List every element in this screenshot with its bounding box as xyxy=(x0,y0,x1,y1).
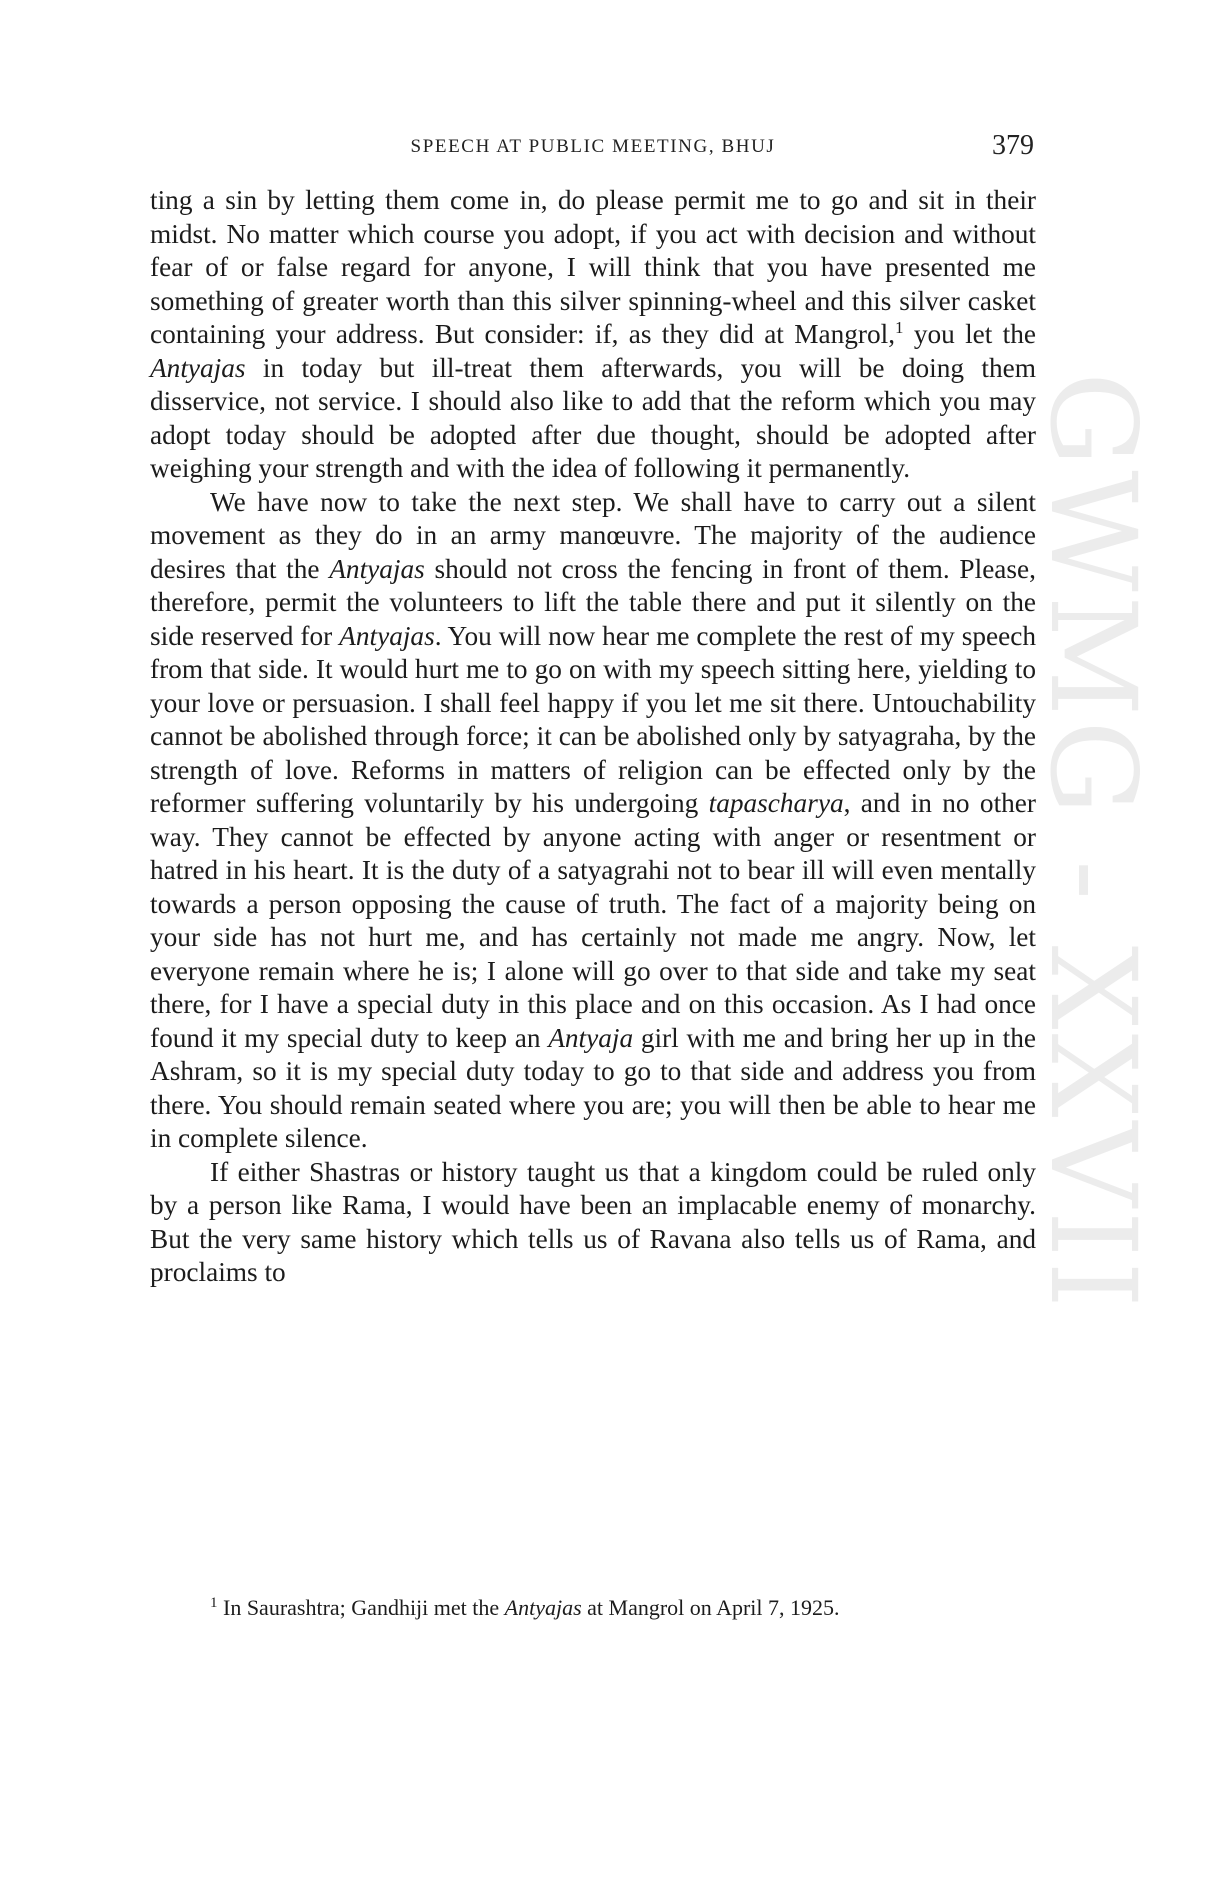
italic-term: Antyajas xyxy=(339,620,435,651)
italic-term: Antyajas xyxy=(329,553,425,584)
body-text xyxy=(150,184,1036,1290)
paragraph xyxy=(150,486,1036,1156)
text-run: . You will now hear me complete the rest of my speech from that side. It would hurt me to go on with my speech sitting here, yielding to your love or persuasion. I shall feel happy if you let me sit there. Untouchability cannot be abolished through force; it can be abolished only by satyagraha, by the strength of love. Reforms in matters of religion can be effected only by the reformer suffering voluntarily by his undergoing xyxy=(150,620,1036,818)
footnote-marker: 1 xyxy=(895,318,904,337)
text-run: In Saurashtra; Gandhiji met the xyxy=(217,1595,505,1620)
italic-term: Antyajas xyxy=(504,1595,582,1620)
text-run: girl with me and bring her up in the Ashram, so it is my special duty today to go to that side and address you from there. You should remain seated where you are; you will then be able to hear me in complete silence. xyxy=(150,1022,1037,1153)
footnote xyxy=(150,1594,1036,1622)
italic-term: Antyajas xyxy=(150,352,246,383)
text-run: If either Shastras or history taught us that a kingdom could be ruled only by a person like Rama, I would have been an implacable enemy of monarchy. But the very same history which tells us of Ravana also tells us of Rama, and proclaims to xyxy=(150,1156,1036,1287)
paragraph xyxy=(150,1156,1036,1290)
text-run: should not cross the fencing in front of them. Please, therefore, permit the volunteers to lift the table there and put it silently on the side reserved for xyxy=(150,553,1036,651)
running-head: SPEECH AT PUBLIC MEETING, BHUJ xyxy=(410,136,776,157)
watermark xyxy=(1024,372,1162,1492)
page-number: 379 xyxy=(992,130,1034,161)
footnote-marker: 1 xyxy=(210,1595,218,1611)
text-run: at Mangrol on April 7, 1925. xyxy=(581,1595,840,1620)
italic-term: tapascharya xyxy=(708,788,844,818)
italic-term: Antyaja xyxy=(548,1022,634,1053)
page-header xyxy=(150,122,1036,172)
text-run: in today but ill-treat them afterwards, you will be doing them disservice, not service. I should also like to add that the reform which you may adopt today should be adopted after due thought, should be adopted after weighing your strength and with the idea of following it permanently. xyxy=(150,352,1036,483)
paragraph xyxy=(150,184,1036,486)
text-run: you let the xyxy=(903,319,1036,349)
text-run: ting a sin by letting them come in, do please permit me to go and sit in their midst. No matter which course you adopt, if you act with decision and without fear of or false regard for anyone, I will think that you have presented me something of greater worth than this silver spinning-wheel and this silver casket containing your address. But consider: if, as they did at Mangrol, xyxy=(150,185,1036,349)
watermark-text: GWMG - XXVII xyxy=(1024,372,1162,1312)
text-run: We have now to take the next step. We shall have to carry out a silent movement as they do in an army manœuvre. The majority of the audience desires that the xyxy=(150,486,1036,584)
text-run: , and in no other way. They cannot be effected by anyone acting with anger or resentment or hatred in his heart. It is the duty of a satyagrahi not to bear ill will even mentally towards a person opposing the cause of truth. The fact of a majority being on your side has not hurt me, and has certainly not made me angry. Now, let everyone remain where he is; I alone will go over to that side and take my seat there, for I have a special duty in this place and on this occasion. As I had once found it my special duty to keep an xyxy=(150,788,1037,1053)
